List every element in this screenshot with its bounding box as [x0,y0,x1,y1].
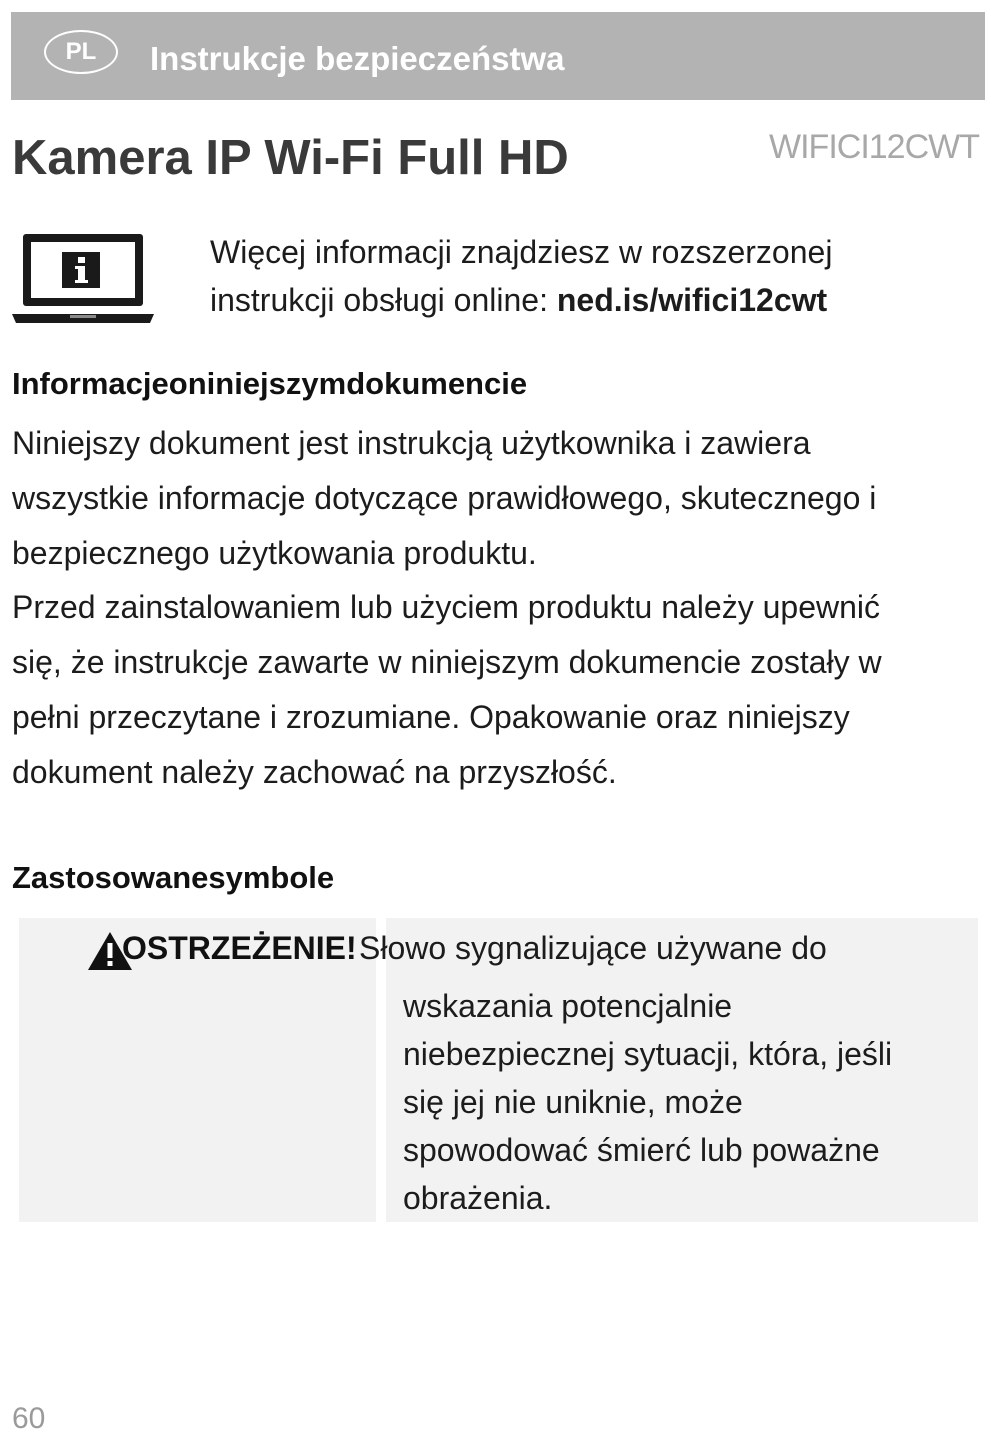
page-number: 60 [12,1402,46,1435]
warning-line: wskazania potencjalnie [403,988,733,1024]
symbols-heading: Zastosowanesymbole [12,860,335,895]
document-info-line: Niniejszy dokument jest instrukcją użytkownika i zawiera [12,425,811,461]
document-info-line: się, że instrukcje zawarte w niniejszym dokumencie zostały w [12,644,882,681]
warning-description [403,982,892,1222]
warning-first-line: Słowo sygnalizujące używane do [359,930,827,966]
document-info-line: pełni przeczytane i zrozumiane. Opakowanie oraz niniejszy [12,698,850,735]
language-badge: PL [44,30,118,74]
warning-label: OSTRZEŻENIE! [122,930,357,966]
header-title: Instrukcje bezpieczeństwa [150,40,565,77]
online-info-text [210,228,832,324]
document-info-line: bezpiecznego użytkowania produktu. [12,534,537,571]
document-info-line: wszystkie informacje dotyczące prawidłowego, skutecznego i [12,479,877,516]
model-code: WIFICI12CWT [769,128,979,166]
warning-line: spowodować śmierć lub poważne [403,1132,880,1168]
online-info-prefix: instrukcji obsługi online: [210,282,557,318]
document-info-line: dokument należy zachować na przyszłość. [12,753,617,790]
product-title: Kamera IP Wi-Fi Full HD [12,131,569,185]
document-info-heading: Informacjeoniniejszymdokumencie [12,366,528,401]
document-info-line: Przed zainstalowaniem lub użyciem produktu należy upewnić [12,589,880,626]
online-info-line-2 [210,276,832,324]
warning-line: obrażenia. [403,1180,553,1216]
online-manual-link[interactable]: ned.is/wifici12cwt [556,282,828,318]
warning-line: niebezpiecznej sytuacji, która, jeśli [403,1036,893,1072]
warning-line: się jej nie uniknie, może [403,1084,743,1120]
online-info-line-1: Więcej informacji znajdziesz w rozszerzonej [210,234,833,270]
laptop-info-icon [12,232,154,326]
document-info-text [12,416,882,800]
